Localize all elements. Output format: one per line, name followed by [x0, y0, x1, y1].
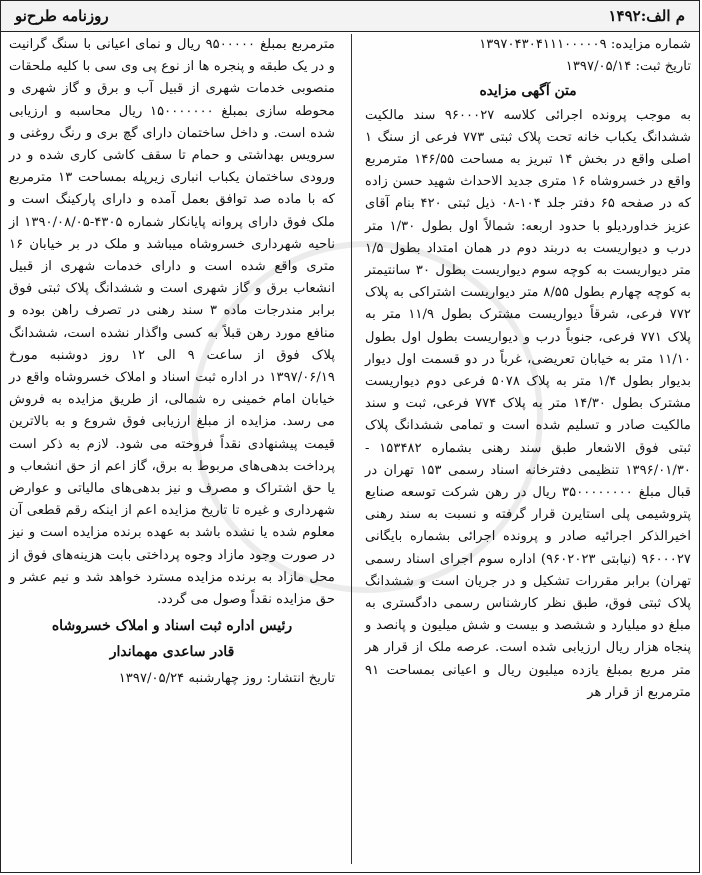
notice-body-left: مترمربع بمبلغ ۹۵۰۰۰۰۰ ریال و نمای اعیانی با سنگ گرانیت و در یک طبقه و پنجره ها از نوع پی وی سی با کلیه ملحقات منصوبی خدمات شهری از قبیل آب و برق و گاز شهری و محوطه سازی بمبلغ ۱۵۰۰۰۰۰۰۰ ریال محاسبه و ارزیابی شده است. و داخل ساختمان دارای گچ بری و رنگ روغنی و سرویس بهداشتی و حمام تا سقف کاشی کاری شده و در ورودی ساختمان یکباب انباری زیرپله بمساحت ۱۳ مترمربع که با ماده صد توافق بعمل آمده و دارای پارکینگ است و ملک فوق دارای پروانه پایانکار شماره ۴۳۰۵-۱۳۹۰/۰۸/۰۵ از ناحیه شهرداری خسروشاه میباشد و ملک در بر خیابان ۱۶ متری واقع شده است و دارای خدمات شهری از قبیل انشعاب برق و گاز شهری است و ششدانگ پلاک ثبتی فوق برابر مندرجات ماده ۳ سند رهنی در تصرف راهن بوده و منافع مورد رهن قبلاً به کسی واگذار نشده است، ششدانگ پلاک فوق از ساعت ۹ الی ۱۲ روز دوشنبه مورخ ۱۳۹۷/۰۶/۱۹ در اداره ثبت اسناد و املاک خسروشاه واقع در خیابان امام خمینی ره شمالی، از طریق مزایده به فروش می رسد. مزایده از مبلغ ارزیابی فوق شروع و به بالاترین قیمت پیشنهادی نقداً فروخته می شود. لازم به ذکر است پرداخت بدهی‌های مربوط به برق، گاز اعم از حق انشعاب و یا حق اشتراک و مصرف و نیز بدهی‌های مالیاتی و عوارض شهرداری و غیره تا تاریخ مزایده اعم از اینکه رقم قطعی آن معلوم شده یا نشده باشد به عهده برنده مزایده است و نیز در صورت وجود مازاد وجوه پرداختی بابت هزینه‌های فوق از محل مازاد به برنده مزایده مسترد خواهد شد و نیم عشر و حق مزایده نقداً وصول می گردد.: [9, 37, 336, 608]
issue-label: م الف:۱۴۹۲: [608, 7, 685, 25]
auction-number: شماره مزایده: ۱۳۹۷۰۴۳۰۴۱۱۱۰۰۰۰۰۹: [479, 37, 691, 52]
column-divider: [351, 34, 352, 864]
notice-body-right: به موجب پرونده اجرائی کلاسه ۹۶۰۰۰۲۷ سند مالکیت ششدانگ یکباب خانه تحت پلاک ثبتی ۷۷۳ فرعی از سنگ ۱ اصلی واقع در بخش ۱۴ تبریز به مساحت ۱۴۶/۵۵ مترمربع واقع در خسروشاه ۱۶ متری جدید الاحداث شهید حسن زاده که در صفحه ۶۵ دفتر جلد ۱۰۴-۰۸ ذیل ثبتی ۴۲۰ بنام آقای عزیز خداوردیلو با حدود اربعه: شمالاً اول بطول ۱/۳۰ متر درب و دیواریست به دربند دوم در همان امتداد بطول ۱/۵ متر دیواریست به کوچه سوم دیواریست بطول ۳۰ سانتیمتر به کوچه چهارم بطول ۸/۵۵ متر دیواریست اشتراکی به پلاک ۷۷۲ فرعی، شرقاً دیواریست مشترک بطول ۱۱/۹ متر به پلاک ۷۷۱ فرعی، جنوباً درب و دیواریست بطول اول بطول ۱۱/۱۰ متر به خیابان تعریضی، غرباً در دو قسمت اول دیوار بدیوار بطول ۱/۴ متر به پلاک ۵۰۷۸ فرعی دوم دیواریست مشترک بطول ۱۴/۳۰ متر به پلاک ۷۷۴ فرعی، ثبت و سند مالکیت صادر و تسلیم شده است و تمامی ششدانگ پلاک ثبتی فوق الاشعار طبق سند رهنی بشماره ۱۵۳۴۸۲ - ۱۳۹۶/۰۱/۳۰ تنظیمی دفترخانه اسناد رسمی ۱۵۳ تهران در قبال مبلغ ۳۵۰۰۰۰۰۰۰۰ ریال در رهن شرکت توسعه صنایع پتروشیمی پلی استایرن قرار گرفته و نسبت به سند رهنی اخیرالذکر اجرائیه صادر و پرونده اجرائی بشماره بایگانی ۹۶۰۰۰۲۷ (نیابتی ۹۶۰۲۰۲۳) اداره سوم اجرای اسناد رسمی تهران) برابر مقررات تشکیل و در جریان است و ششدانگ پلاک ثبتی فوق، طبق نظر کارشناس رسمی دادگستری به مبلغ دو میلیارد و ششصد و بیست و شش میلیون و پانصد و پنجاه هزار ریال ارزیابی شده است. عرصه ملک از قرار هر متر مربع بمبلغ یازده میلیون ریال و اعیانی بمساحت ۹۱ مترمربع از قرار هر: [365, 107, 692, 700]
right-column: [357, 34, 699, 864]
publication-date: تاریخ انتشار: روز چهارشنبه ۱۳۹۷/۰۵/۲۴: [118, 670, 335, 686]
signature-title: رئیس اداره ثبت اسناد و املاک خسروشاه: [51, 618, 293, 635]
newspaper-name: روزنامه طرح‌نو: [15, 7, 109, 25]
registration-date: تاریخ ثبت: ۱۳۹۷/۰۵/۱۴: [565, 59, 691, 75]
notice-title: متن آگهی مزایده: [479, 83, 577, 100]
left-column: [1, 34, 343, 864]
page-header: [1, 1, 699, 32]
signature-name: قادر ساعدی مهماندار: [109, 644, 235, 661]
